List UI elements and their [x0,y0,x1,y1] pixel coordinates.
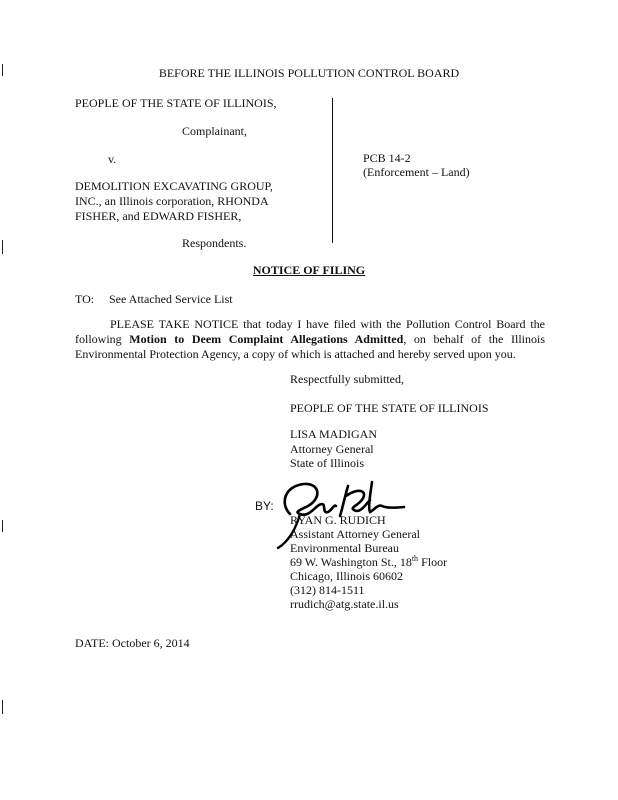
body-intro: PLEASE TAKE NOTICE that today I have filed with the Pollution Control Board the following [75,317,545,346]
address-city: Chicago, Illinois 60602 [290,569,403,583]
caption-respondents-label: Respondents. [182,236,247,250]
motion-title: Motion to Deem Complaint Allegations Admitted [129,332,404,346]
board-heading: BEFORE THE ILLINOIS POLLUTION CONTROL BOARD [158,66,460,80]
scan-edge-mark [2,700,3,714]
ag-name: LISA MADIGAN [290,427,377,441]
ag-title: Attorney General [290,442,374,456]
address-street-pre: 69 W. Washington St., 18 [290,555,412,569]
case-type: (Enforcement – Land) [363,165,470,179]
address-street-post: Floor [418,555,448,569]
to-value: See Attached Service List [109,292,233,306]
attorney-name: RYAN G. RUDICH [290,513,386,527]
caption-plaintiff: PEOPLE OF THE STATE OF ILLINOIS, [75,96,277,110]
caption-divider [332,98,333,243]
notice-body [75,317,545,362]
signature-party: PEOPLE OF THE STATE OF ILLINOIS [290,401,489,415]
caption-versus: v. [108,152,117,166]
bureau: Environmental Bureau [290,541,399,555]
caption-complainant-label: Complainant, [182,124,247,138]
by-label: BY: [255,499,274,513]
attorney-title: Assistant Attorney General [290,527,420,541]
body-outro: , on behalf of the Illinois Environmental Protection Agency, a copy of which is attached and hereby served upon you. [75,332,545,361]
closing: Respectfully submitted, [290,372,404,386]
caption-defendant-line: INC., an Illinois corporation, RHONDA [75,194,269,208]
case-number: PCB 14-2 [363,151,411,165]
phone: (312) 814-1511 [290,583,365,597]
to-label: TO: [75,292,95,306]
notice-title: NOTICE OF FILING [252,263,366,277]
caption-defendant-line: DEMOLITION EXCAVATING GROUP, [75,179,273,193]
scan-edge-mark [2,240,3,254]
date-line: DATE: October 6, 2014 [75,636,190,650]
scan-edge-mark [2,520,3,532]
caption-defendant-line: FISHER, and EDWARD FISHER, [75,209,242,223]
address-superscript: th [411,554,419,563]
email: rrudich@atg.state.il.us [290,597,399,611]
address-street [290,555,447,570]
ag-state: State of Illinois [290,456,364,470]
